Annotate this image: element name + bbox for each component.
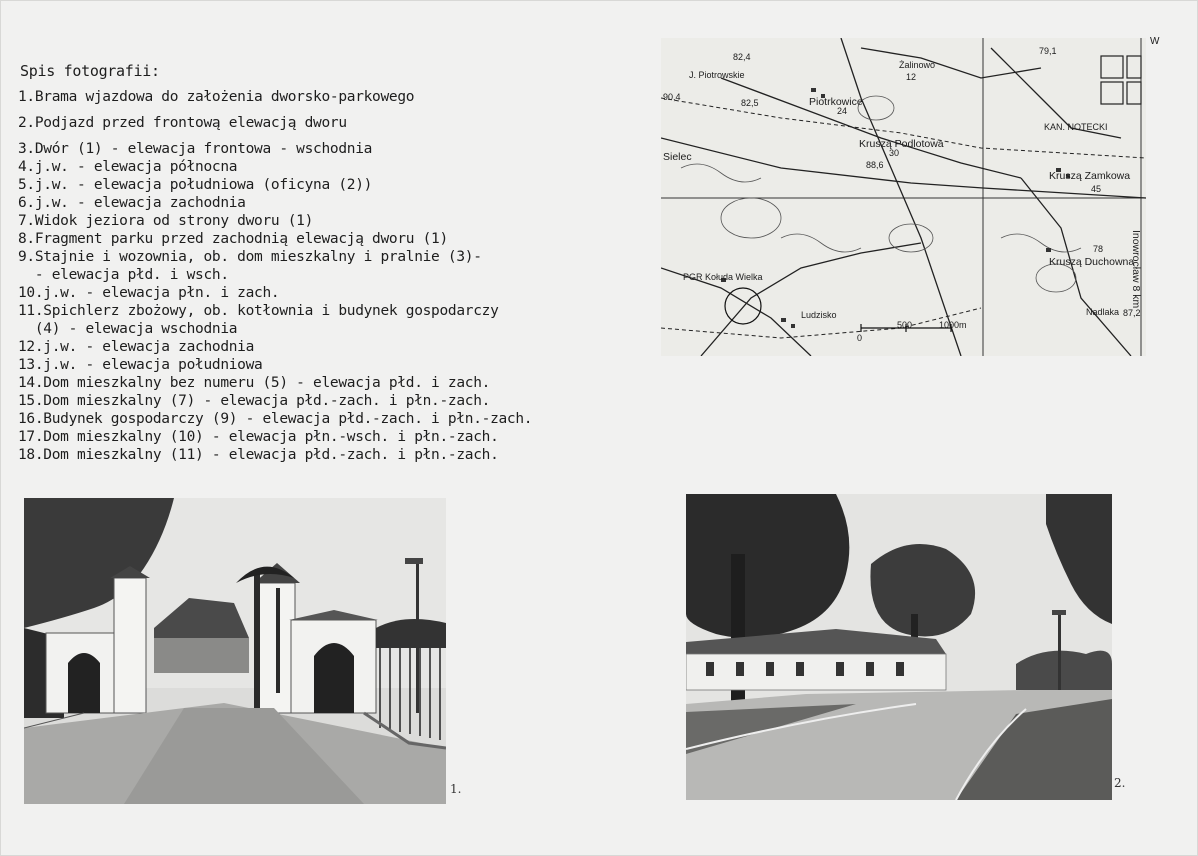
map-height-label: 30 — [889, 148, 900, 158]
list-item: 8.Fragment parku przed zachodnią elewacją dworu (1) — [18, 231, 448, 247]
list-item: 3.Dwór (1) - elewacja frontowa - wschodnia — [18, 141, 373, 157]
map-height-label: 79,1 — [1039, 46, 1057, 56]
map-place-label: Żalinowo — [899, 60, 936, 70]
map-place-label: Kruszą Podlotowa — [859, 138, 944, 150]
map-direction-label: Inowrocław 8 km — [1130, 230, 1142, 309]
map-place-label: Kruszą Duchowna — [1049, 256, 1135, 268]
photo-driveway — [686, 494, 1112, 800]
list-item: (4) - elewacja wschodnia — [18, 321, 238, 337]
list-item: 9.Stajnie i wozownia, ob. dom mieszkalny i pralnie (3)- — [18, 249, 482, 265]
photo-1-number: 1. — [450, 782, 462, 796]
list-item: 15.Dom mieszkalny (7) - elewacja płd.-zach. i płn.-zach. — [18, 393, 491, 409]
map-scale-label: 1000m — [939, 320, 967, 330]
map-corner-label: W — [1150, 36, 1160, 47]
list-item: 17.Dom mieszkalny (10) - elewacja płn.-wsch. i płn.-zach. — [18, 429, 499, 445]
photo-2-number: 2. — [1114, 776, 1126, 790]
map-height-label: 82,4 — [733, 52, 751, 62]
map-height-label: 87,2 — [1123, 308, 1141, 318]
map-place-label: Kruszą Zamkowa — [1049, 170, 1131, 182]
photo-entrance-gate — [24, 498, 446, 804]
list-item: - elewacja płd. i wsch. — [18, 267, 229, 283]
list-item: 2.Podjazd przed frontową elewacją dworu — [18, 115, 347, 131]
list-heading: Spis fotografii: — [20, 62, 160, 80]
map-scale-label: 0 — [857, 333, 863, 343]
map-place-label: Piotrkowice — [809, 96, 863, 108]
photo-list — [18, 62, 658, 464]
map-height-label: 24 — [837, 106, 848, 116]
list-item: 10.j.w. - elewacja płn. i zach. — [18, 285, 280, 301]
list-item: 16.Budynek gospodarczy (9) - elewacja płd.-zach. i płn.-zach. — [18, 411, 533, 427]
map-lines — [661, 38, 1146, 356]
list-item: 14.Dom mieszkalny bez numeru (5) - elewacja płd. i zach. — [18, 375, 491, 391]
list-item: 5.j.w. - elewacja południowa (oficyna (2)) — [18, 177, 373, 193]
map-place-label: Ludzisko — [801, 310, 837, 320]
driveway-photo-image — [686, 494, 1112, 800]
list-item: 6.j.w. - elewacja zachodnia — [18, 195, 246, 211]
map-height-label: 88,6 — [866, 160, 884, 170]
map-scale-label: 500 — [897, 320, 913, 330]
list-item: 18.Dom mieszkalny (11) - elewacja płd.-zach. i płn.-zach. — [18, 447, 499, 463]
map-place-label: PGR Kołuda Wielka — [683, 272, 763, 282]
list-item: 1.Brama wjazdowa do założenia dworsko-parkowego — [18, 89, 415, 105]
map-height-label: 78 — [1093, 244, 1104, 254]
map-place-label: J. Piotrowskie — [689, 70, 745, 80]
gate-photo-image — [24, 498, 446, 804]
list-item: 4.j.w. - elewacja północna — [18, 159, 238, 175]
map-height-label: 45 — [1091, 184, 1102, 194]
list-item: 11.Spichlerz zbożowy, ob. kotłownia i budynek gospodarczy — [18, 303, 499, 319]
list-item: 13.j.w. - elewacja południowa — [18, 357, 263, 373]
topographic-map — [661, 38, 1146, 356]
map-place-label: KAN. NOTECKI — [1044, 122, 1108, 132]
map-place-label: Sielec — [663, 151, 692, 163]
map-place-label: Nadlaka — [1086, 307, 1120, 317]
map-height-label: 90,4 — [663, 92, 681, 102]
map-height-label: 82,5 — [741, 98, 759, 108]
list-item: 7.Widok jeziora od strony dworu (1) — [18, 213, 314, 229]
map-height-label: 12 — [906, 72, 917, 82]
list-item: 12.j.w. - elewacja zachodnia — [18, 339, 255, 355]
